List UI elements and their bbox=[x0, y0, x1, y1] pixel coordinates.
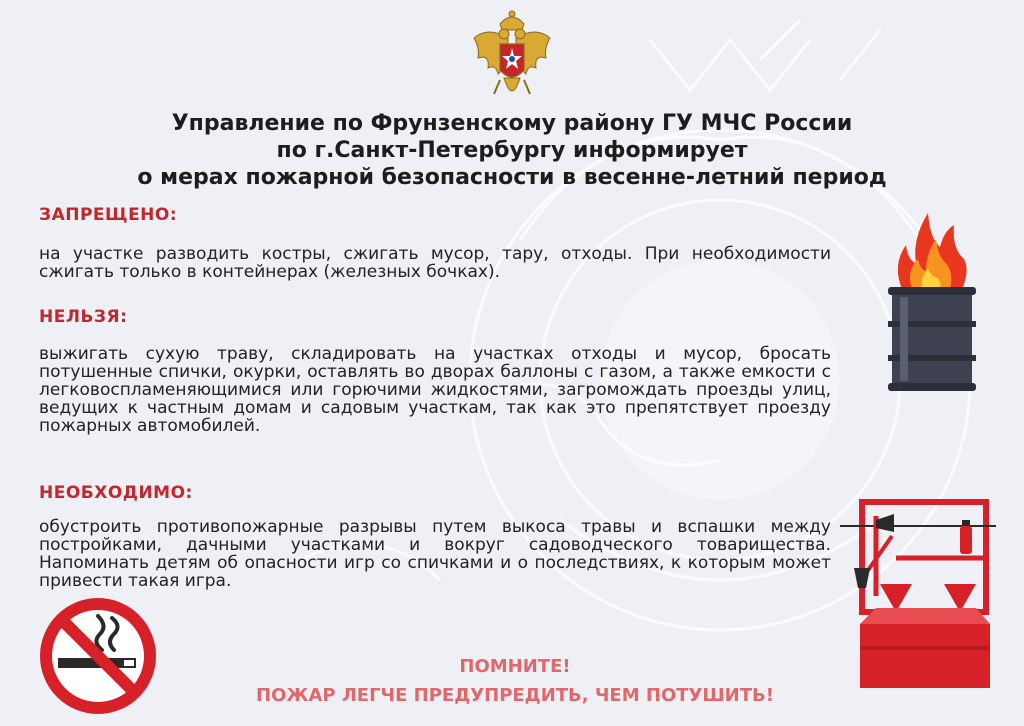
title-line-1: Управление по Фрунзенскому району ГУ МЧС России bbox=[171, 111, 853, 136]
section-text-not-allowed: выжигать сухую траву, складировать на участках отходы и мусор, бросать потушенные спички, окурки, оставлять во дворах баллоны с газом, а также емкости с легковоспламеняющимися или горючими жидкостями, загромождать проезды улиц, ведущих к частным домам и садовым участкам, так как это препятствует проезду пожарных автомобилей. bbox=[39, 344, 831, 436]
slogan: ПОЖАР ЛЕГЧЕ ПРЕДУПРЕДИТЬ, ЧЕМ ПОТУШИТЬ! bbox=[256, 685, 774, 706]
page-title bbox=[40, 110, 984, 191]
section-heading-required: НЕОБХОДИМО: bbox=[39, 483, 193, 503]
no-smoking-icon bbox=[38, 596, 158, 716]
title-line-3: о мерах пожарной безопасности в весенне-летний период bbox=[137, 165, 887, 190]
section-text-required: обустроить противопожарные разрывы путем выкоса травы и вспашки между постройками, дачными участками и вокруг садоводческого товарищества. Напоминать детям об опасности игр со спичками и о последствиях, к которым может привести такая игра. bbox=[39, 517, 831, 591]
section-text-forbidden: на участке разводить костры, сжигать мусор, тару, отходы. При необходимости сжигать только в контейнерах (железных бочках). bbox=[39, 244, 831, 282]
burning-barrel-icon bbox=[884, 205, 980, 395]
section-heading-forbidden: ЗАПРЕЩЕНО: bbox=[39, 205, 178, 225]
mchs-emblem-icon bbox=[470, 8, 554, 116]
remember-heading: ПОМНИТЕ! bbox=[459, 656, 571, 677]
fire-stand-icon bbox=[836, 496, 1000, 696]
section-heading-not-allowed: НЕЛЬЗЯ: bbox=[39, 307, 128, 327]
title-line-2: по г.Санкт-Петербургу информирует bbox=[276, 138, 748, 163]
